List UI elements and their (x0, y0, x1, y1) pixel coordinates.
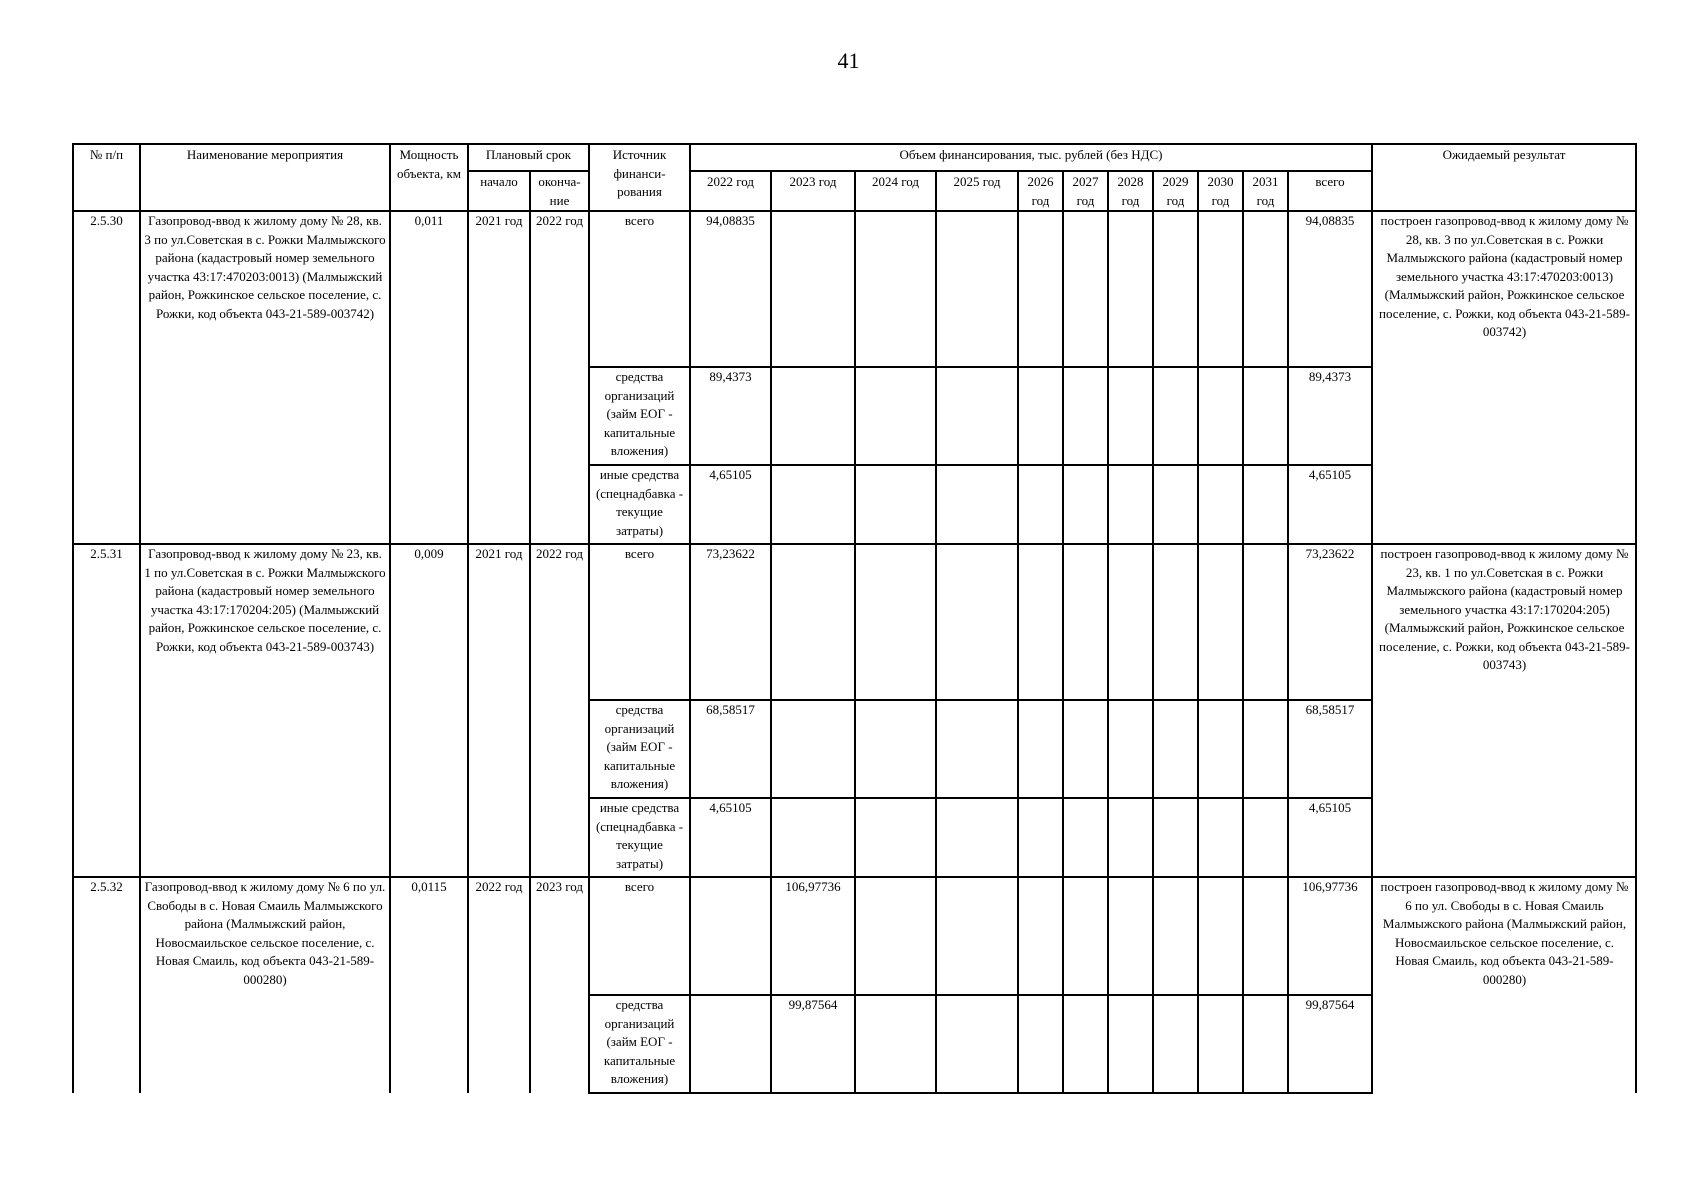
header-year: 2031 год (1243, 171, 1288, 211)
header-power: Мощность объекта, км (390, 144, 468, 211)
value-total: 99,87564 (1288, 995, 1372, 1093)
row-start: 2021 год (468, 544, 530, 877)
row-end: 2023 год (530, 877, 589, 1093)
source-label: иные средства (спецнадбавка - текущие затраты) (589, 465, 690, 544)
source-label: средства организаций (займ ЕОГ - капитальные вложения) (589, 700, 690, 798)
source-label: всего (589, 211, 690, 367)
value-2023 (771, 211, 855, 367)
row-result: построен газопровод-ввод к жилому дому № 28, кв. 3 по ул.Советская в с. Рожки Малмыжского района (кадастровый номер земельного участка 43:17:470203:0013) (Малмыжский район, Рожкинское сельское поселение, с. Рожки, код объекта 043-21-589-003742) (1372, 211, 1636, 544)
header-num: № п/п (73, 144, 140, 211)
value-total: 68,58517 (1288, 700, 1372, 798)
row-start: 2021 год (468, 211, 530, 544)
header-term-end: оконча-ние (530, 171, 589, 211)
row-name: Газопровод-ввод к жилому дому № 28, кв. 3 по ул.Советская в с. Рожки Малмыжского района (кадастровый номер земельного участка 43:17:470203:0013) (Малмыжский район, Рожкинское сельское поселение, с. Рожки, код объекта 043-21-589-003742) (140, 211, 390, 544)
value-2022: 4,65105 (690, 465, 771, 544)
value-2022: 68,58517 (690, 700, 771, 798)
table-row (73, 877, 1636, 995)
header-term-start: начало (468, 171, 530, 211)
header-year: 2025 год (936, 171, 1018, 211)
header-result: Ожидаемый результат (1372, 144, 1636, 211)
row-name: Газопровод-ввод к жилому дому № 23, кв. 1 по ул.Советская в с. Рожки Малмыжского района (кадастровый номер земельного участка 43:17:170204:205) (Малмыжский район, Рожкинское сельское поселение, с. Рожки, код объекта 043-21-589-003743) (140, 544, 390, 877)
source-label: средства организаций (займ ЕОГ - капитальные вложения) (589, 367, 690, 465)
source-label: всего (589, 877, 690, 995)
row-num: 2.5.31 (73, 544, 140, 877)
value-total: 4,65105 (1288, 798, 1372, 877)
value-2023 (771, 544, 855, 700)
row-name: Газопровод-ввод к жилому дому № 6 по ул. Свободы в с. Новая Смаиль Малмыжского района (Малмыжский район, Новосмаильское сельское поселение, с. Новая Смаиль, код объекта 043-21-589-000280) (140, 877, 390, 1093)
header-name: Наименование мероприятия (140, 144, 390, 211)
source-label: иные средства (спецнадбавка - текущие затраты) (589, 798, 690, 877)
row-num: 2.5.32 (73, 877, 140, 1093)
value-total: 94,08835 (1288, 211, 1372, 367)
header-funding: Объем финансирования, тыс. рублей (без НДС) (690, 144, 1372, 171)
table-row (73, 544, 1636, 700)
row-result: построен газопровод-ввод к жилому дому № 6 по ул. Свободы в с. Новая Смаиль Малмыжского района (Малмыжский район, Новосмаильское сельское поселение, с. Новая Смаиль, код объекта 043-21-589-000280) (1372, 877, 1636, 1093)
header-total: всего (1288, 171, 1372, 211)
row-num: 2.5.30 (73, 211, 140, 544)
value-total: 89,4373 (1288, 367, 1372, 465)
row-end: 2022 год (530, 211, 589, 544)
row-end: 2022 год (530, 544, 589, 877)
value-2023: 106,97736 (771, 877, 855, 995)
value-2023 (771, 465, 855, 544)
header-year: 2027 год (1063, 171, 1108, 211)
header-source: Источник финанси-рования (589, 144, 690, 211)
row-start: 2022 год (468, 877, 530, 1093)
value-2022 (690, 995, 771, 1093)
value-2022 (690, 877, 771, 995)
value-2022: 4,65105 (690, 798, 771, 877)
header-year: 2022 год (690, 171, 771, 211)
value-2022: 89,4373 (690, 367, 771, 465)
header-year: 2026 год (1018, 171, 1063, 211)
row-result: построен газопровод-ввод к жилому дому № 23, кв. 1 по ул.Советская в с. Рожки Малмыжского района (кадастровый номер земельного участка 43:17:170204:205) (Малмыжский район, Рожкинское сельское поселение, с. Рожки, код объекта 043-21-589-003743) (1372, 544, 1636, 877)
header-term: Плановый срок (468, 144, 589, 171)
header-year: 2023 год (771, 171, 855, 211)
header-year: 2024 год (855, 171, 936, 211)
header-year: 2028 год (1108, 171, 1153, 211)
row-power: 0,011 (390, 211, 468, 544)
header-year: 2030 год (1198, 171, 1243, 211)
source-label: средства организаций (займ ЕОГ - капитальные вложения) (589, 995, 690, 1093)
value-2023: 99,87564 (771, 995, 855, 1093)
value-total: 106,97736 (1288, 877, 1372, 995)
value-2022: 94,08835 (690, 211, 771, 367)
value-2022: 73,23622 (690, 544, 771, 700)
value-total: 4,65105 (1288, 465, 1372, 544)
source-label: всего (589, 544, 690, 700)
header-year: 2029 год (1153, 171, 1198, 211)
financing-table (72, 143, 1637, 1094)
value-2023 (771, 700, 855, 798)
page-number: 41 (837, 48, 860, 73)
row-power: 0,009 (390, 544, 468, 877)
value-2023 (771, 798, 855, 877)
table-row (73, 211, 1636, 367)
value-2023 (771, 367, 855, 465)
row-power: 0,0115 (390, 877, 468, 1093)
value-total: 73,23622 (1288, 544, 1372, 700)
